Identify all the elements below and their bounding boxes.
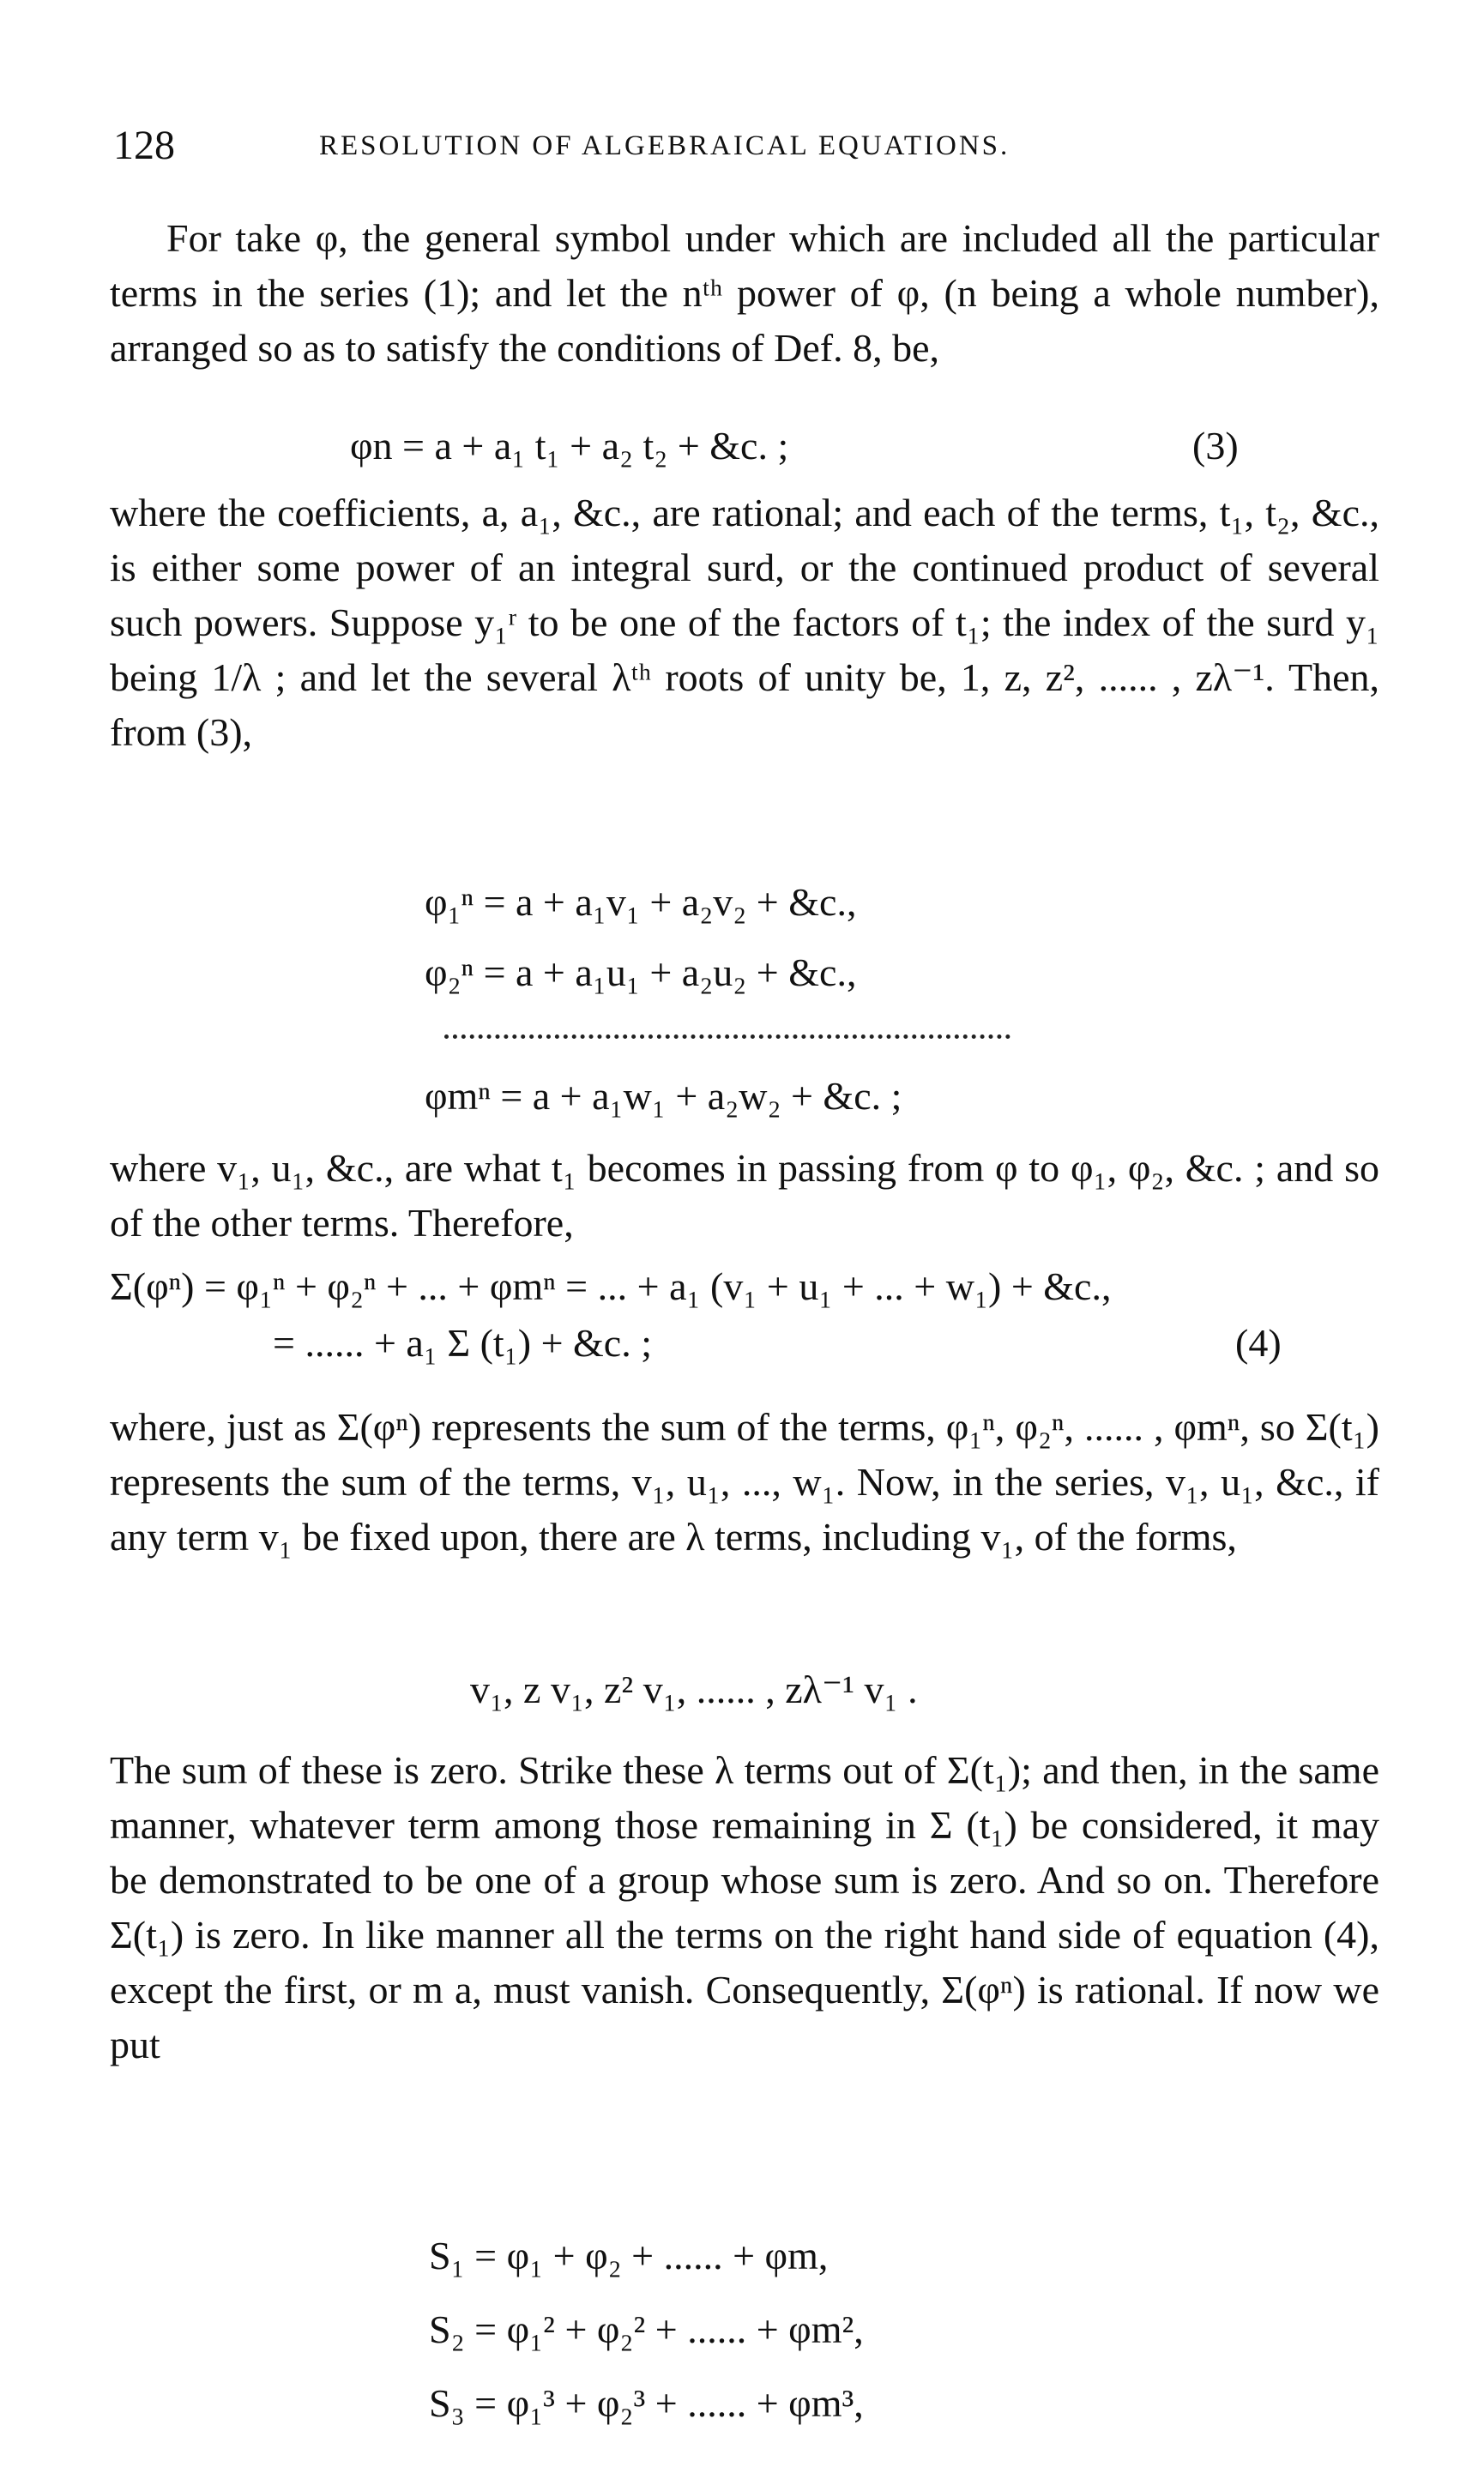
page-header <box>113 122 1371 173</box>
paragraph-sum-terms-text: where, just as Σ(φⁿ) represents the sum of the terms, φ₁ⁿ, φ₂ⁿ, ...... , φmⁿ, so Σ(t₁) represents the sum of the terms, v₁, u₁, ..., w₁. Now, in the series, v₁, u₁, &c., if any term v₁ be fixed upon, there are λ terms, including v₁, of the forms, <box>110 1405 1379 1559</box>
system1-line1: φ₁ⁿ = a + a₁v₁ + a₂v₂ + &c., <box>425 880 857 924</box>
equation-3-label: (3) <box>1192 424 1239 467</box>
paragraph-where-v1 <box>110 1141 1379 1251</box>
equation-4-line2: = ...... + a₁ Σ (t₁) + &c. ; <box>273 1321 652 1365</box>
running-title: RESOLUTION OF ALGEBRAICAL EQUATIONS. <box>319 130 1010 161</box>
paragraph-intro <box>110 211 1379 376</box>
equation-3: φn = a + a₁ t₁ + a₂ t₂ + &c. ; <box>350 424 789 467</box>
paragraph-where-v1-text: where v₁, u₁, &c., are what t₁ becomes in passing from φ to φ₁, φ₂, &c. ; and so of the other terms. Therefore, <box>110 1146 1379 1245</box>
system1-line2: φ₂ⁿ = a + a₁u₁ + a₂u₂ + &c., <box>425 950 857 994</box>
paragraph-coefficients <box>110 486 1379 760</box>
paragraph-coefficients-text: where the coefficients, a, a₁, &c., are rational; and each of the terms, t₁, t₂, &c., is either some power of an integral surd, or the continued product of several such powers. Suppose y₁ʳ to be one of the factors of t₁; the index of the surd y₁ being 1/λ ; and let the several λᵗʰ roots of unity be, 1, z, z², ...... , zλ⁻¹. Then, from (3), <box>110 491 1379 754</box>
paragraph-sum-terms <box>110 1400 1379 1565</box>
forms-line: v₁, z v₁, z² v₁, ...... , zλ⁻¹ v₁ . <box>470 1668 918 1711</box>
page-number: 128 <box>113 123 175 168</box>
system1-line3: φmⁿ = a + a₁w₁ + a₂w₂ + &c. ; <box>425 1074 902 1118</box>
dotted-ellipsis-row <box>444 1034 1010 1039</box>
system2-line1: S₁ = φ₁ + φ₂ + ...... + φm, <box>429 2234 829 2277</box>
system2-line3: S₃ = φ₁³ + φ₂³ + ...... + φm³, <box>429 2381 864 2425</box>
equation-4-line1: Σ(φⁿ) = φ₁ⁿ + φ₂ⁿ + ... + φmⁿ = ... + a₁ (v₁ + u₁ + ... + w₁) + &c., <box>110 1264 1112 1308</box>
paragraph-sum-zero-text: The sum of these is zero. Strike these λ terms out of Σ(t₁); and then, in the same manner, whatever term among those remaining in Σ (t₁) be considered, it may be demonstrated to be one of a group whose sum is zero. And so on. Therefore Σ(t₁) is zero. In like manner all the terms on the right hand side of equation (4), except the first, or m a, must vanish. Consequently, Σ(φⁿ) is rational. If now we put <box>110 1748 1379 2066</box>
paragraph-sum-zero <box>110 1743 1379 2072</box>
paragraph-intro-text: For take φ, the general symbol under which are included all the particular terms in the series (1); and let the nᵗʰ power of φ, (n being a whole number), arranged so as to satisfy the conditions of Def. 8, be, <box>110 216 1379 370</box>
system2-line2: S₂ = φ₁² + φ₂² + ...... + φm², <box>429 2307 864 2351</box>
equation-4-label: (4) <box>1235 1321 1282 1365</box>
